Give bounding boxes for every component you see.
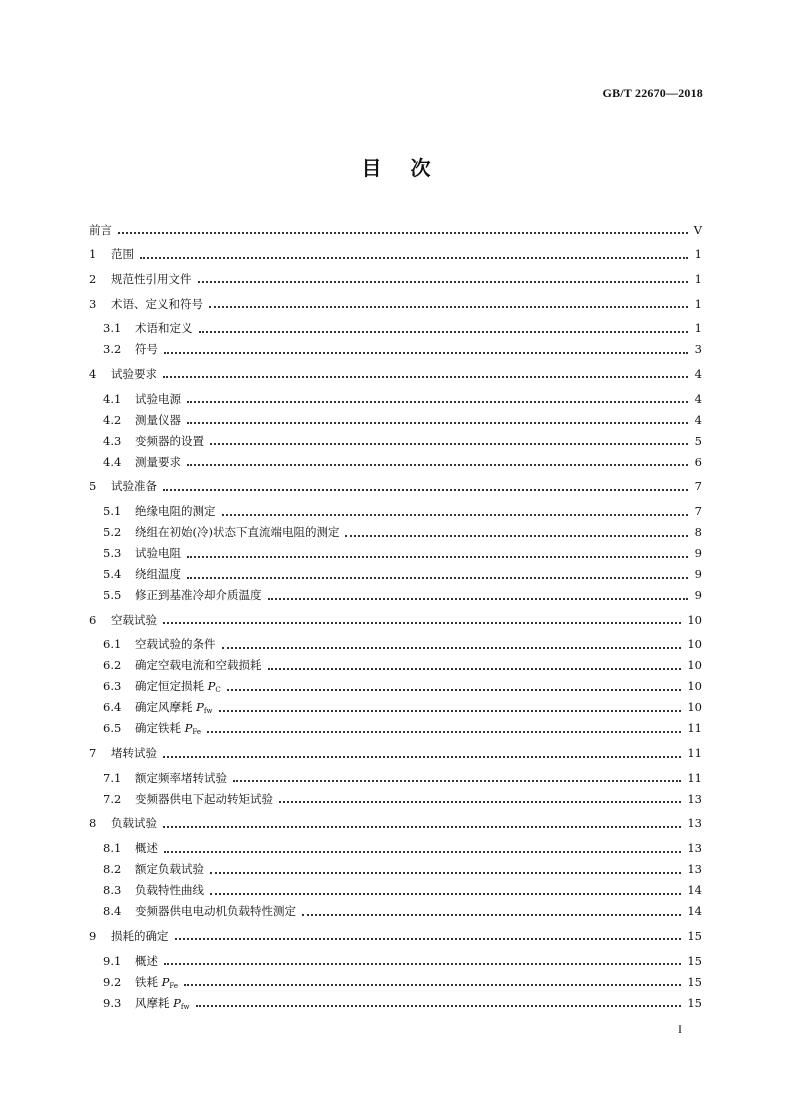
toc-leader-dots xyxy=(163,621,681,624)
toc-entry-number: 8.2 xyxy=(103,862,122,877)
toc-entry[interactable] xyxy=(89,813,702,834)
toc-entry-label xyxy=(135,861,204,877)
toc-entry-number: 6.3 xyxy=(103,679,122,694)
toc-entry[interactable] xyxy=(89,971,702,992)
toc-entry-label-text: 试验电源 xyxy=(135,391,181,406)
toc-leader-dots xyxy=(164,962,681,965)
toc-entry-page: 15 xyxy=(687,928,702,943)
toc-entry[interactable] xyxy=(89,451,702,472)
toc-leader-dots xyxy=(140,256,688,259)
toc-entry[interactable] xyxy=(89,676,702,697)
page-title: 目 次 xyxy=(361,156,431,180)
toc-leader-dots xyxy=(163,375,688,378)
toc-leader-dots xyxy=(164,351,688,354)
toc-entry-page: 1 xyxy=(694,271,702,286)
toc-entry-number: 8.1 xyxy=(103,841,122,856)
toc-entry-label-text: 范围 xyxy=(111,247,134,262)
toc-entry-label-text: 风摩耗 xyxy=(135,995,170,1010)
toc-leader-dots xyxy=(268,667,682,670)
toc-leader-dots xyxy=(210,871,681,874)
toc-leader-dots xyxy=(118,231,688,234)
toc-entry-label-text: 测量仪器 xyxy=(135,412,181,427)
toc-leader-dots xyxy=(196,1004,682,1007)
toc-leader-dots xyxy=(227,688,682,691)
toc-entry[interactable] xyxy=(89,880,702,901)
toc-entry-page: 4 xyxy=(694,366,702,381)
toc-entry-label xyxy=(135,953,158,969)
toc-entry-label-text: 额定负载试验 xyxy=(135,862,204,877)
toc-entry-symbol: P xyxy=(207,679,216,694)
toc-entry[interactable] xyxy=(89,293,702,314)
toc-entry-label xyxy=(135,903,296,919)
toc-entry-page: 4 xyxy=(694,391,702,406)
toc-leader-dots xyxy=(163,488,688,491)
toc-entry[interactable] xyxy=(89,743,702,764)
toc-entry-number: 4.4 xyxy=(103,454,122,469)
toc-entry-label-text: 变频器供电下起动转矩试验 xyxy=(135,791,273,806)
toc-entry[interactable] xyxy=(89,718,702,739)
toc-entry-page: 13 xyxy=(687,816,702,831)
toc-entry-label-text: 损耗的确定 xyxy=(111,928,169,943)
toc-entry-label-text: 绝缘电阻的测定 xyxy=(135,504,216,518)
toc-entry[interactable] xyxy=(89,925,702,946)
toc-entry-page: 15 xyxy=(687,974,702,989)
toc-entry-number: 9.1 xyxy=(103,953,122,968)
toc-entry[interactable] xyxy=(89,859,702,880)
toc-entry[interactable] xyxy=(89,950,702,971)
toc-entry-label-text: 修正到基准冷却介质温度 xyxy=(135,588,262,602)
toc-entry[interactable] xyxy=(89,430,702,451)
toc-entry-label xyxy=(135,882,204,898)
toc-entry-page: 10 xyxy=(687,679,702,694)
toc-entry-number: 7.2 xyxy=(103,791,122,806)
toc-entry[interactable] xyxy=(89,476,702,497)
toc-entry-number: 5.3 xyxy=(103,546,122,560)
toc-entry[interactable] xyxy=(89,219,702,240)
toc-leader-dots xyxy=(222,513,689,516)
toc-entry-symbol-subscript: fw xyxy=(180,1002,190,1011)
toc-entry-label-text: 概述 xyxy=(135,953,158,968)
toc-entry-number: 3 xyxy=(89,296,97,311)
toc-entry-number: 6.4 xyxy=(103,700,122,715)
toc-leader-dots xyxy=(187,576,688,579)
toc-leader-dots xyxy=(233,779,681,782)
toc-entry-number: 7.1 xyxy=(103,770,122,785)
toc-entry-label xyxy=(135,433,204,449)
toc-entry[interactable] xyxy=(89,767,702,788)
toc-entry[interactable] xyxy=(89,268,702,289)
toc-entry[interactable] xyxy=(89,609,702,630)
toc-entry[interactable] xyxy=(89,564,702,585)
toc-leader-dots xyxy=(163,825,681,828)
toc-leader-dots xyxy=(175,937,682,940)
toc-entry-symbol-subscript: Fe xyxy=(192,728,202,737)
toc-entry-number: 6.5 xyxy=(103,721,122,736)
toc-entry-page: 10 xyxy=(687,658,702,673)
toc-entry-page: 1 xyxy=(694,247,702,262)
toc-entry[interactable] xyxy=(89,501,702,522)
toc-entry[interactable] xyxy=(89,901,702,922)
toc-entry-symbol: P xyxy=(161,974,170,989)
toc-entry-number: 3.1 xyxy=(103,321,122,336)
toc-leader-dots xyxy=(184,983,681,986)
toc-entry-page: 9 xyxy=(694,546,702,560)
toc-entry-label xyxy=(111,745,157,761)
toc-entry-label xyxy=(111,815,157,831)
toc-entry-label xyxy=(135,454,181,470)
toc-entry-label-text: 确定风摩耗 xyxy=(135,700,193,715)
toc-entry-number: 9.2 xyxy=(103,974,122,989)
toc-entry-page: 6 xyxy=(694,454,702,469)
toc-entry[interactable] xyxy=(89,585,702,606)
toc-entry-label-text: 变频器供电电动机负载特性测定 xyxy=(135,904,296,919)
toc-entry[interactable] xyxy=(89,788,702,809)
toc-entry-label xyxy=(135,699,213,715)
toc-entry-page: 15 xyxy=(687,995,702,1010)
toc-entry[interactable] xyxy=(89,634,702,655)
toc-entry-number: 9.3 xyxy=(103,995,122,1010)
toc-entry-page: 9 xyxy=(694,588,702,602)
toc-entry-page: 13 xyxy=(687,862,702,877)
toc-entry[interactable] xyxy=(89,318,702,339)
toc-entry[interactable] xyxy=(89,522,702,543)
toc-leader-dots xyxy=(164,850,681,853)
toc-entry-label-text: 堵转试验 xyxy=(111,746,157,761)
toc-entry-label-text: 变频器的设置 xyxy=(135,433,204,448)
toc-entry-page: 15 xyxy=(687,953,702,968)
toc-entry-page: 8 xyxy=(694,525,702,539)
toc-entry-page: 1 xyxy=(694,296,702,311)
toc-entry-label-text: 概述 xyxy=(135,841,158,856)
toc-entry-label xyxy=(135,412,181,428)
toc-entry-page: 14 xyxy=(687,904,702,919)
toc-entry-label-text: 确定恒定损耗 xyxy=(135,679,204,694)
toc-entry-label xyxy=(111,271,192,287)
toc-entry-symbol: P xyxy=(173,995,181,1010)
toc-entry-label-text: 术语、定义和符号 xyxy=(111,296,203,311)
toc-entry-number: 4 xyxy=(89,366,97,381)
toc-entry-label xyxy=(135,636,216,652)
toc-entry[interactable] xyxy=(89,697,702,718)
toc-entry-page: 5 xyxy=(694,433,702,448)
toc-entry-label xyxy=(135,524,339,540)
toc-entry-number: 5.5 xyxy=(103,588,122,602)
toc-entry-label xyxy=(135,657,262,673)
toc-leader-dots xyxy=(210,892,681,895)
toc-entry-label-text: 确定空载电流和空载损耗 xyxy=(135,658,262,673)
toc-entry-label-text: 空载试验 xyxy=(111,612,157,627)
toc-entry-label xyxy=(111,612,157,628)
toc-entry-label xyxy=(111,366,157,382)
toc-entry-label-text: 规范性引用文件 xyxy=(111,271,192,286)
toc-leader-dots xyxy=(163,755,681,758)
toc-entry-label xyxy=(135,545,181,561)
toc-entry-number: 5.4 xyxy=(103,567,122,581)
toc-entry-page: 10 xyxy=(687,700,702,715)
page-number: I xyxy=(678,1022,682,1036)
toc-entry-number: 4.1 xyxy=(103,391,122,406)
toc-entry-page: 1 xyxy=(694,321,702,336)
toc-entry-label xyxy=(111,296,203,312)
toc-entry-page: 13 xyxy=(687,841,702,856)
toc-entry-number: 1 xyxy=(89,247,97,262)
toc-entry-label xyxy=(135,720,201,736)
toc-entry-page: 3 xyxy=(694,342,702,357)
toc-leader-dots xyxy=(187,463,688,466)
toc-entry-number: 4.2 xyxy=(103,412,122,427)
toc-leader-dots xyxy=(345,534,688,537)
toc-entry-label xyxy=(135,995,190,1011)
toc-entry[interactable] xyxy=(89,244,702,265)
toc-entry-label-text: 前言 xyxy=(89,222,112,237)
toc-entry-label xyxy=(135,840,158,856)
toc-leader-dots xyxy=(222,646,682,649)
toc-entry-page: 4 xyxy=(694,412,702,427)
toc-entry-label-text: 额定频率堵转试验 xyxy=(135,770,227,785)
toc-entry-page: 11 xyxy=(687,721,702,736)
table-of-contents xyxy=(89,219,702,1013)
toc-entry[interactable] xyxy=(89,409,702,430)
toc-leader-dots xyxy=(219,709,682,712)
toc-entry-number: 7 xyxy=(89,746,97,761)
toc-entry-label-text: 试验电阻 xyxy=(135,546,181,560)
toc-entry-page: 7 xyxy=(694,479,702,494)
toc-entry-page: 13 xyxy=(687,791,702,806)
toc-leader-dots xyxy=(187,555,688,558)
toc-entry-label xyxy=(135,566,181,582)
toc-entry-page: 9 xyxy=(694,567,702,581)
toc-leader-dots xyxy=(187,400,688,403)
toc-entry-label-text: 测量要求 xyxy=(135,454,181,469)
toc-entry-label xyxy=(111,246,134,262)
toc-entry-symbol-subscript: Fe xyxy=(169,981,179,990)
standard-code: GB/T 22670—2018 xyxy=(602,86,703,100)
toc-entry-page: 7 xyxy=(694,504,702,518)
toc-entry-label-text: 空载试验的条件 xyxy=(135,637,216,652)
toc-entry-symbol: P xyxy=(196,700,204,715)
toc-entry-page: 11 xyxy=(687,746,702,761)
toc-leader-dots xyxy=(199,330,689,333)
toc-entry-label-text: 负载试验 xyxy=(111,816,157,831)
toc-entry-page: V xyxy=(693,222,702,237)
toc-entry-label-text: 确定铁耗 xyxy=(135,721,181,736)
toc-entry-label-text: 符号 xyxy=(135,342,158,357)
toc-entry-number: 5 xyxy=(89,479,97,494)
toc-entry-number: 6.2 xyxy=(103,658,122,673)
toc-leader-dots xyxy=(209,305,688,308)
toc-entry[interactable] xyxy=(89,992,702,1013)
toc-entry-page: 11 xyxy=(687,770,702,785)
toc-entry-number: 8.3 xyxy=(103,883,122,898)
toc-entry[interactable] xyxy=(89,838,702,859)
toc-entry[interactable] xyxy=(89,388,702,409)
toc-entry-number: 4.3 xyxy=(103,433,122,448)
toc-entry-label-text: 试验准备 xyxy=(111,479,157,494)
toc-entry[interactable] xyxy=(89,543,702,564)
toc-leader-dots xyxy=(207,730,681,733)
toc-entry-label-text: 绕组温度 xyxy=(135,567,181,581)
toc-entry-label-text: 负载特性曲线 xyxy=(135,883,204,898)
toc-entry-label-text: 术语和定义 xyxy=(135,321,193,336)
toc-entry-label xyxy=(111,928,169,944)
toc-entry-number: 8 xyxy=(89,816,97,831)
toc-entry-label-text: 绕组在初始(冷)状态下直流端电阻的测定 xyxy=(135,525,340,539)
toc-entry-number: 5.2 xyxy=(103,525,122,539)
toc-entry-number: 6 xyxy=(89,612,97,627)
toc-entry-symbol: P xyxy=(184,721,193,736)
toc-leader-dots xyxy=(268,597,689,600)
toc-entry-number: 9 xyxy=(89,928,97,943)
toc-entry-label xyxy=(135,791,273,807)
toc-leader-dots xyxy=(302,913,681,916)
toc-entry-page: 14 xyxy=(687,883,702,898)
toc-leader-dots xyxy=(279,800,681,803)
toc-entry-label xyxy=(135,341,158,357)
toc-leader-dots xyxy=(187,421,688,424)
toc-entry-label xyxy=(135,320,193,336)
toc-entry-number: 8.4 xyxy=(103,904,122,919)
toc-entry-label xyxy=(135,587,262,603)
toc-entry-label xyxy=(135,770,227,786)
toc-entry-page: 10 xyxy=(687,637,702,652)
toc-entry-symbol-subscript: C xyxy=(215,686,221,695)
toc-entry-label xyxy=(89,222,112,238)
toc-entry-number: 5.1 xyxy=(103,504,122,518)
toc-entry-page: 10 xyxy=(687,612,702,627)
toc-entry-label xyxy=(111,478,157,494)
toc-entry-number: 6.1 xyxy=(103,637,122,652)
toc-entry-label-text: 试验要求 xyxy=(111,366,157,381)
toc-entry-label xyxy=(135,391,181,407)
toc-entry-label xyxy=(135,678,221,694)
toc-entry-number: 2 xyxy=(89,271,97,286)
toc-entry-number: 3.2 xyxy=(103,342,122,357)
toc-entry-label xyxy=(135,974,178,990)
toc-entry-label-text: 铁耗 xyxy=(135,974,158,989)
toc-entry[interactable] xyxy=(89,655,702,676)
toc-leader-dots xyxy=(210,442,688,445)
toc-leader-dots xyxy=(198,280,689,283)
toc-entry[interactable] xyxy=(89,363,702,384)
toc-entry[interactable] xyxy=(89,339,702,360)
toc-entry-symbol-subscript: fw xyxy=(203,707,213,716)
toc-entry-label xyxy=(135,503,216,519)
